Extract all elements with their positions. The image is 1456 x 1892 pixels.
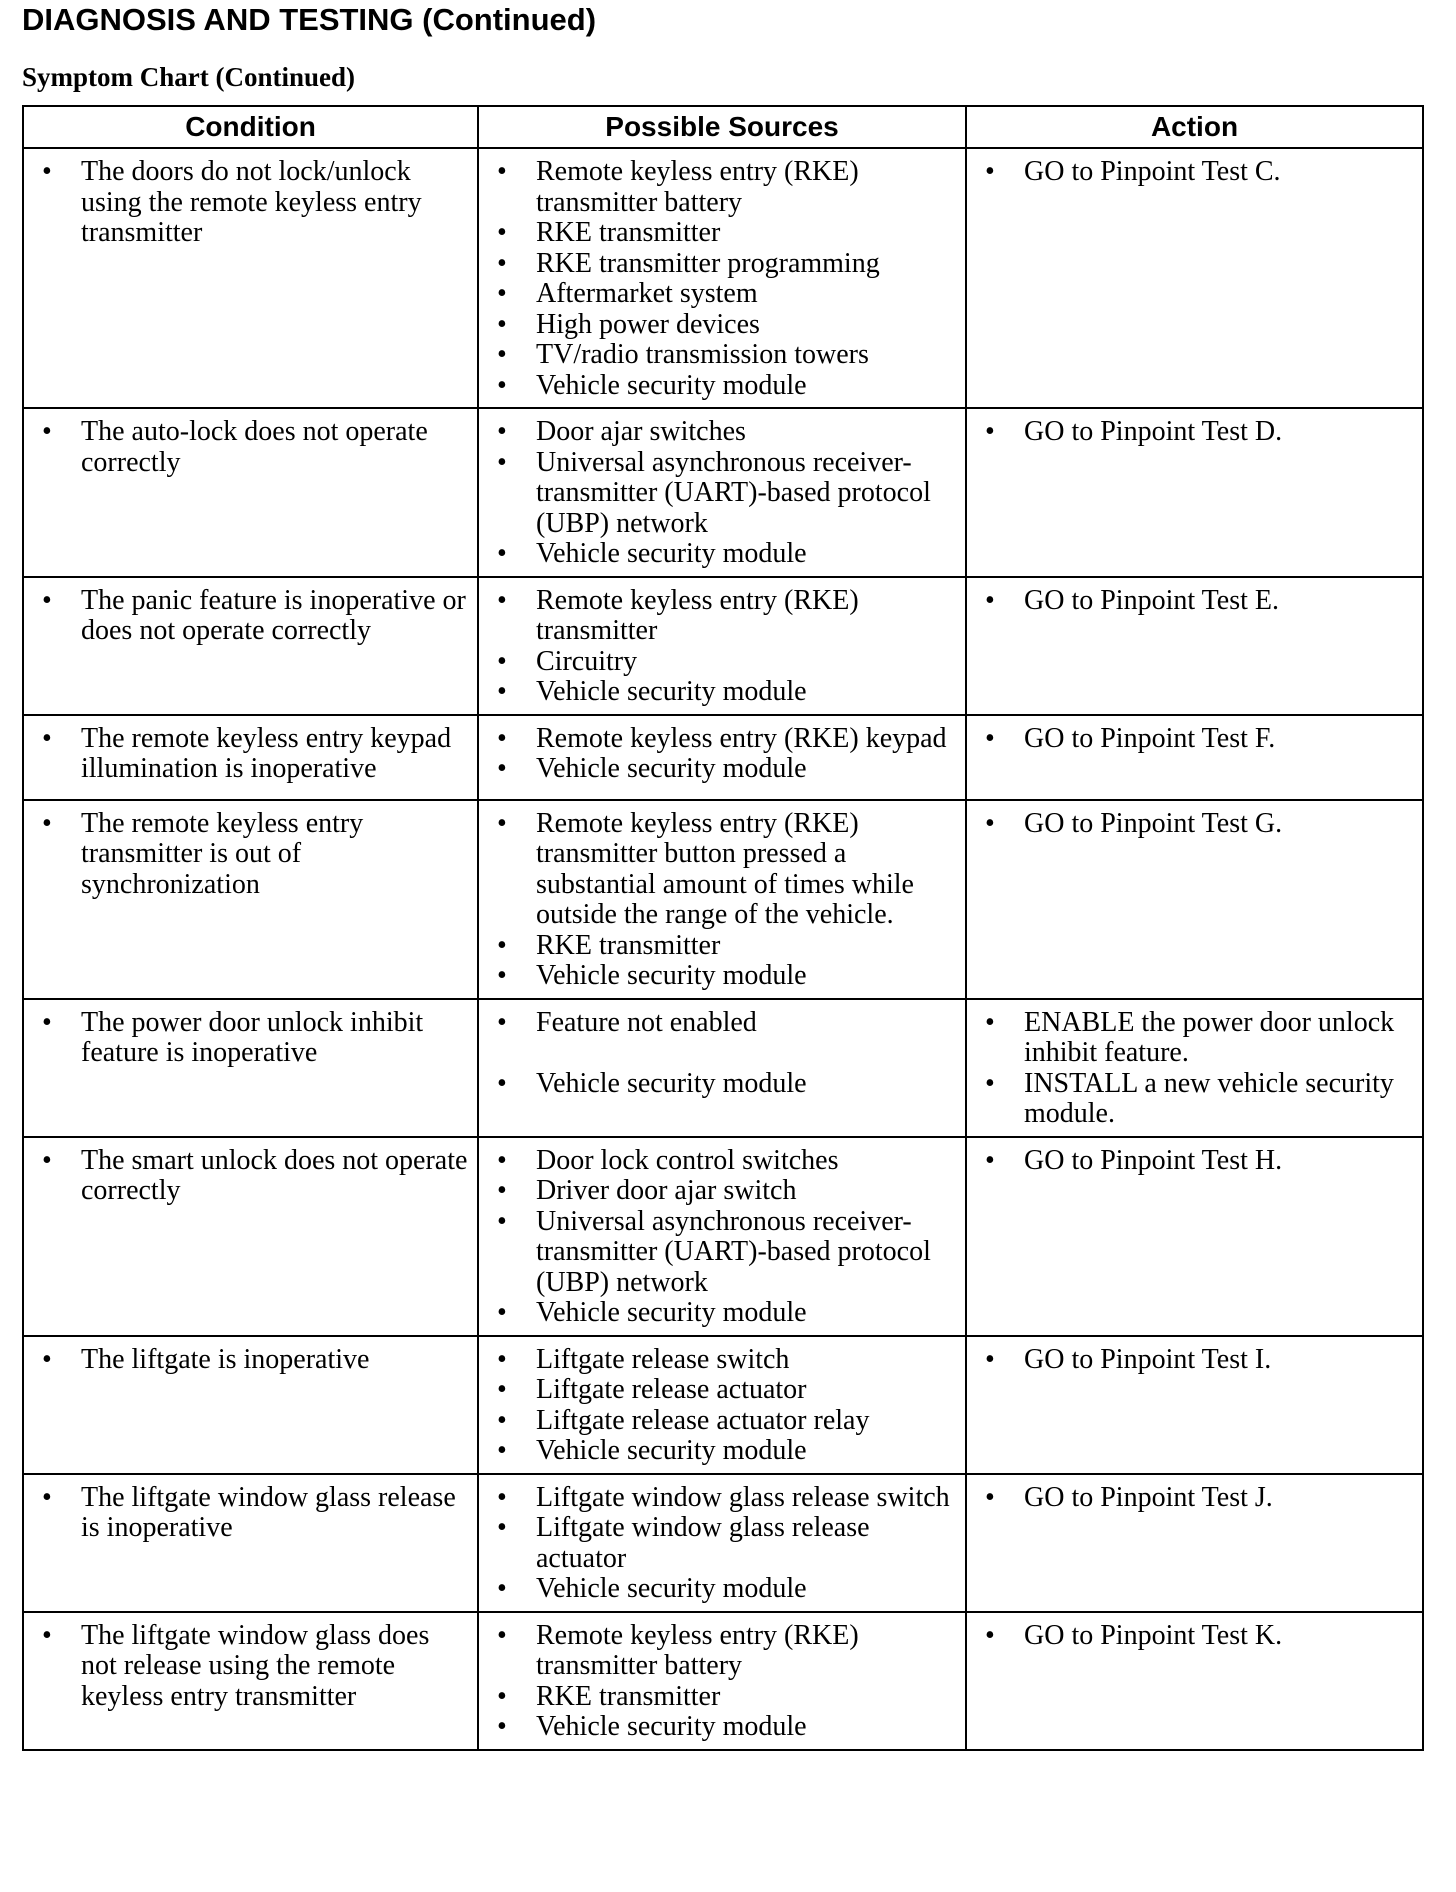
source-item: • Liftgate release actuator relay bbox=[485, 1406, 959, 1437]
sources-cell bbox=[478, 1612, 966, 1750]
condition-text: • The liftgate window glass does not release using the remote keyless entry transmitter bbox=[30, 1621, 471, 1713]
table-row bbox=[23, 1612, 1423, 1750]
action-item: • GO to Pinpoint Test F. bbox=[973, 724, 1416, 755]
sources-cell bbox=[478, 1336, 966, 1474]
action-cell bbox=[966, 577, 1423, 715]
condition-cell bbox=[23, 148, 478, 408]
condition-cell bbox=[23, 999, 478, 1137]
condition-text: • The smart unlock does not operate correctly bbox=[30, 1146, 471, 1207]
table-row bbox=[23, 577, 1423, 715]
source-item: • High power devices bbox=[485, 310, 959, 341]
column-header-action: Action bbox=[966, 106, 1423, 148]
source-item: • RKE transmitter bbox=[485, 218, 959, 249]
source-item: • Liftgate window glass release actuator bbox=[485, 1513, 959, 1574]
source-item: • Liftgate release actuator bbox=[485, 1375, 959, 1406]
source-item: • Driver door ajar switch bbox=[485, 1176, 959, 1207]
column-header-possible-sources: Possible Sources bbox=[478, 106, 966, 148]
table-row bbox=[23, 1336, 1423, 1474]
source-item: • Circuitry bbox=[485, 647, 959, 678]
source-item: • Vehicle security module bbox=[485, 1069, 959, 1100]
action-cell bbox=[966, 148, 1423, 408]
sources-cell bbox=[478, 715, 966, 800]
source-item: • Universal asynchronous receiver-transmitter (UART)-based protocol (UBP) network bbox=[485, 1207, 959, 1299]
action-cell bbox=[966, 1612, 1423, 1750]
action-item: • GO to Pinpoint Test C. bbox=[973, 157, 1416, 188]
source-item: • Vehicle security module bbox=[485, 1298, 959, 1329]
source-item: • Vehicle security module bbox=[485, 1436, 959, 1467]
source-item: • Remote keyless entry (RKE) transmitter button pressed a substantial amount of times while outside the range of the vehicle. bbox=[485, 809, 959, 931]
action-cell bbox=[966, 1137, 1423, 1336]
action-item: • GO to Pinpoint Test H. bbox=[973, 1146, 1416, 1177]
source-item: • Vehicle security module bbox=[485, 1712, 959, 1743]
sources-cell bbox=[478, 148, 966, 408]
condition-text: • The remote keyless entry transmitter is out of synchronization bbox=[30, 809, 471, 901]
sources-cell bbox=[478, 408, 966, 577]
sources-cell bbox=[478, 577, 966, 715]
action-cell bbox=[966, 715, 1423, 800]
condition-text: • The panic feature is inoperative or does not operate correctly bbox=[30, 586, 471, 647]
sources-cell bbox=[478, 800, 966, 999]
source-item: • Vehicle security module bbox=[485, 371, 959, 402]
source-item: • Remote keyless entry (RKE) transmitter battery bbox=[485, 1621, 959, 1682]
condition-text: • The liftgate window glass release is inoperative bbox=[30, 1483, 471, 1544]
source-item: • RKE transmitter bbox=[485, 1682, 959, 1713]
action-item: • GO to Pinpoint Test J. bbox=[973, 1483, 1416, 1514]
condition-text: • The power door unlock inhibit feature is inoperative bbox=[30, 1008, 471, 1069]
table-row bbox=[23, 1137, 1423, 1336]
action-cell bbox=[966, 1474, 1423, 1612]
condition-text: • The liftgate is inoperative bbox=[30, 1345, 471, 1376]
condition-text: • The remote keyless entry keypad illumination is inoperative bbox=[30, 724, 471, 785]
symptom-chart-table bbox=[22, 105, 1424, 1751]
source-item: • Vehicle security module bbox=[485, 677, 959, 708]
action-item: • GO to Pinpoint Test E. bbox=[973, 586, 1416, 617]
source-item: • Door ajar switches bbox=[485, 417, 959, 448]
condition-text: • The auto-lock does not operate correctly bbox=[30, 417, 471, 478]
source-item: • Door lock control switches bbox=[485, 1146, 959, 1177]
action-cell bbox=[966, 1336, 1423, 1474]
action-item: • GO to Pinpoint Test I. bbox=[973, 1345, 1416, 1376]
sources-cell bbox=[478, 1137, 966, 1336]
condition-cell bbox=[23, 1336, 478, 1474]
source-item: • RKE transmitter bbox=[485, 931, 959, 962]
source-item: • Vehicle security module bbox=[485, 754, 959, 785]
action-item: • ENABLE the power door unlock inhibit feature. bbox=[973, 1008, 1416, 1069]
condition-cell bbox=[23, 408, 478, 577]
source-item: • RKE transmitter programming bbox=[485, 249, 959, 280]
table-row bbox=[23, 148, 1423, 408]
page-title: DIAGNOSIS AND TESTING (Continued) bbox=[22, 2, 597, 37]
table-row bbox=[23, 800, 1423, 999]
source-item: • Aftermarket system bbox=[485, 279, 959, 310]
condition-cell bbox=[23, 1612, 478, 1750]
table-row bbox=[23, 715, 1423, 800]
source-item: • Remote keyless entry (RKE) keypad bbox=[485, 724, 959, 755]
source-item: • Remote keyless entry (RKE) transmitter battery bbox=[485, 157, 959, 218]
action-cell bbox=[966, 408, 1423, 577]
action-item: • INSTALL a new vehicle security module. bbox=[973, 1069, 1416, 1130]
action-item: • GO to Pinpoint Test D. bbox=[973, 417, 1416, 448]
source-item: • Vehicle security module bbox=[485, 1574, 959, 1605]
action-cell bbox=[966, 999, 1423, 1137]
condition-cell bbox=[23, 1474, 478, 1612]
sources-cell bbox=[478, 999, 966, 1137]
source-item: • Vehicle security module bbox=[485, 539, 959, 570]
action-item: • GO to Pinpoint Test G. bbox=[973, 809, 1416, 840]
table-header-row bbox=[23, 106, 1423, 148]
action-item: • GO to Pinpoint Test K. bbox=[973, 1621, 1416, 1652]
source-item: • Feature not enabled bbox=[485, 1008, 959, 1039]
source-item: • Remote keyless entry (RKE) transmitter bbox=[485, 586, 959, 647]
condition-cell bbox=[23, 800, 478, 999]
table-row bbox=[23, 408, 1423, 577]
column-header-condition: Condition bbox=[23, 106, 478, 148]
condition-cell bbox=[23, 1137, 478, 1336]
table-row bbox=[23, 999, 1423, 1137]
section-title: Symptom Chart (Continued) bbox=[22, 62, 356, 92]
source-item: • Liftgate release switch bbox=[485, 1345, 959, 1376]
source-item: • TV/radio transmission towers bbox=[485, 340, 959, 371]
sources-cell bbox=[478, 1474, 966, 1612]
source-item: • Universal asynchronous receiver-transmitter (UART)-based protocol (UBP) network bbox=[485, 448, 959, 540]
condition-cell bbox=[23, 577, 478, 715]
condition-cell bbox=[23, 715, 478, 800]
condition-text: • The doors do not lock/unlock using the remote keyless entry transmitter bbox=[30, 157, 471, 249]
source-item: • Vehicle security module bbox=[485, 961, 959, 992]
action-cell bbox=[966, 800, 1423, 999]
source-item: • Liftgate window glass release switch bbox=[485, 1483, 959, 1514]
table-row bbox=[23, 1474, 1423, 1612]
